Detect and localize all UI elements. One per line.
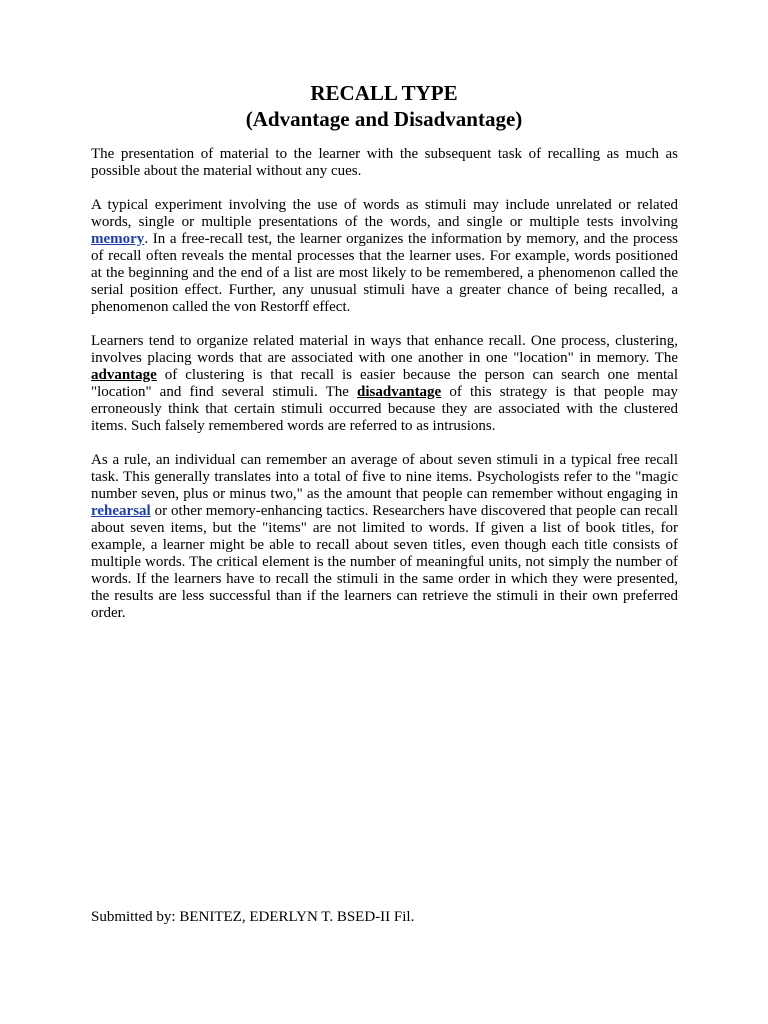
disadvantage-term: disadvantage xyxy=(357,384,442,400)
paragraph-2-text-a: A typical experiment involving the use of words as stimuli may include unrelated or related words, single or multiple presentations of the words, and single or multiple tests involving xyxy=(91,197,678,230)
paragraph-3 xyxy=(91,333,678,435)
document-body xyxy=(91,146,678,639)
document-title xyxy=(0,80,768,132)
advantage-term: advantage xyxy=(91,367,157,383)
paragraph-4-text-a: As a rule, an individual can remember an average of about seven stimuli in a typical free recall task. This generally translates into a total of five to nine items. Psychologists refer to the "magic number seven, plus or minus two," as the amount that people can remember without engaging in xyxy=(91,452,678,502)
memory-link[interactable]: memory xyxy=(91,231,145,247)
title-line-1: RECALL TYPE xyxy=(310,81,458,105)
paragraph-4-text-b: or other memory-enhancing tactics. Researchers have discovered that people can recall about seven items, but the "items" are not limited to words. If given a list of book titles, for example, a learner might be able to recall about seven titles, even though each title consists of multiple words. The critical element is the number of meaningful units, not simply the number of words. If the learners have to recall the stimuli in the same order in which they were presented, the results are less successful than if the learners can retrieve the stimuli in their own preferred order. xyxy=(91,503,678,621)
title-line-2: (Advantage and Disadvantage) xyxy=(245,107,523,131)
paragraph-2 xyxy=(91,197,678,316)
paragraph-3-text-c: of this strategy is that people may erroneously think that certain stimuli occurred because they are associated with the clustered items. Such falsely remembered words are referred to as intrusions. xyxy=(91,384,678,434)
paragraph-1: The presentation of material to the learner with the subsequent task of recalling as much as possible about the material without any cues. xyxy=(91,146,678,179)
rehearsal-link[interactable]: rehearsal xyxy=(91,503,151,519)
submitted-by-footer: Submitted by: BENITEZ, EDERLYN T. BSED-II Fil. xyxy=(91,909,415,925)
paragraph-4 xyxy=(91,452,678,622)
paragraph-2-text-b: . In a free-recall test, the learner organizes the information by memory, and the process of recall often reveals the mental processes that the learner uses. For example, words positioned at the beginning and the end of a list are most likely to be remembered, a phenomenon called the serial position effect. Further, any unusual stimuli have a greater chance of being recalled, a phenomenon called the von Restorff effect. xyxy=(91,231,678,315)
paragraph-3-text-a: Learners tend to organize related material in ways that enhance recall. One process, clustering, involves placing words that are associated with one another in one "location" in memory. The xyxy=(91,333,678,366)
paragraph-3-text-b: of clustering is that recall is easier because the person can search one mental "location" and find several stimuli. The xyxy=(91,367,678,400)
